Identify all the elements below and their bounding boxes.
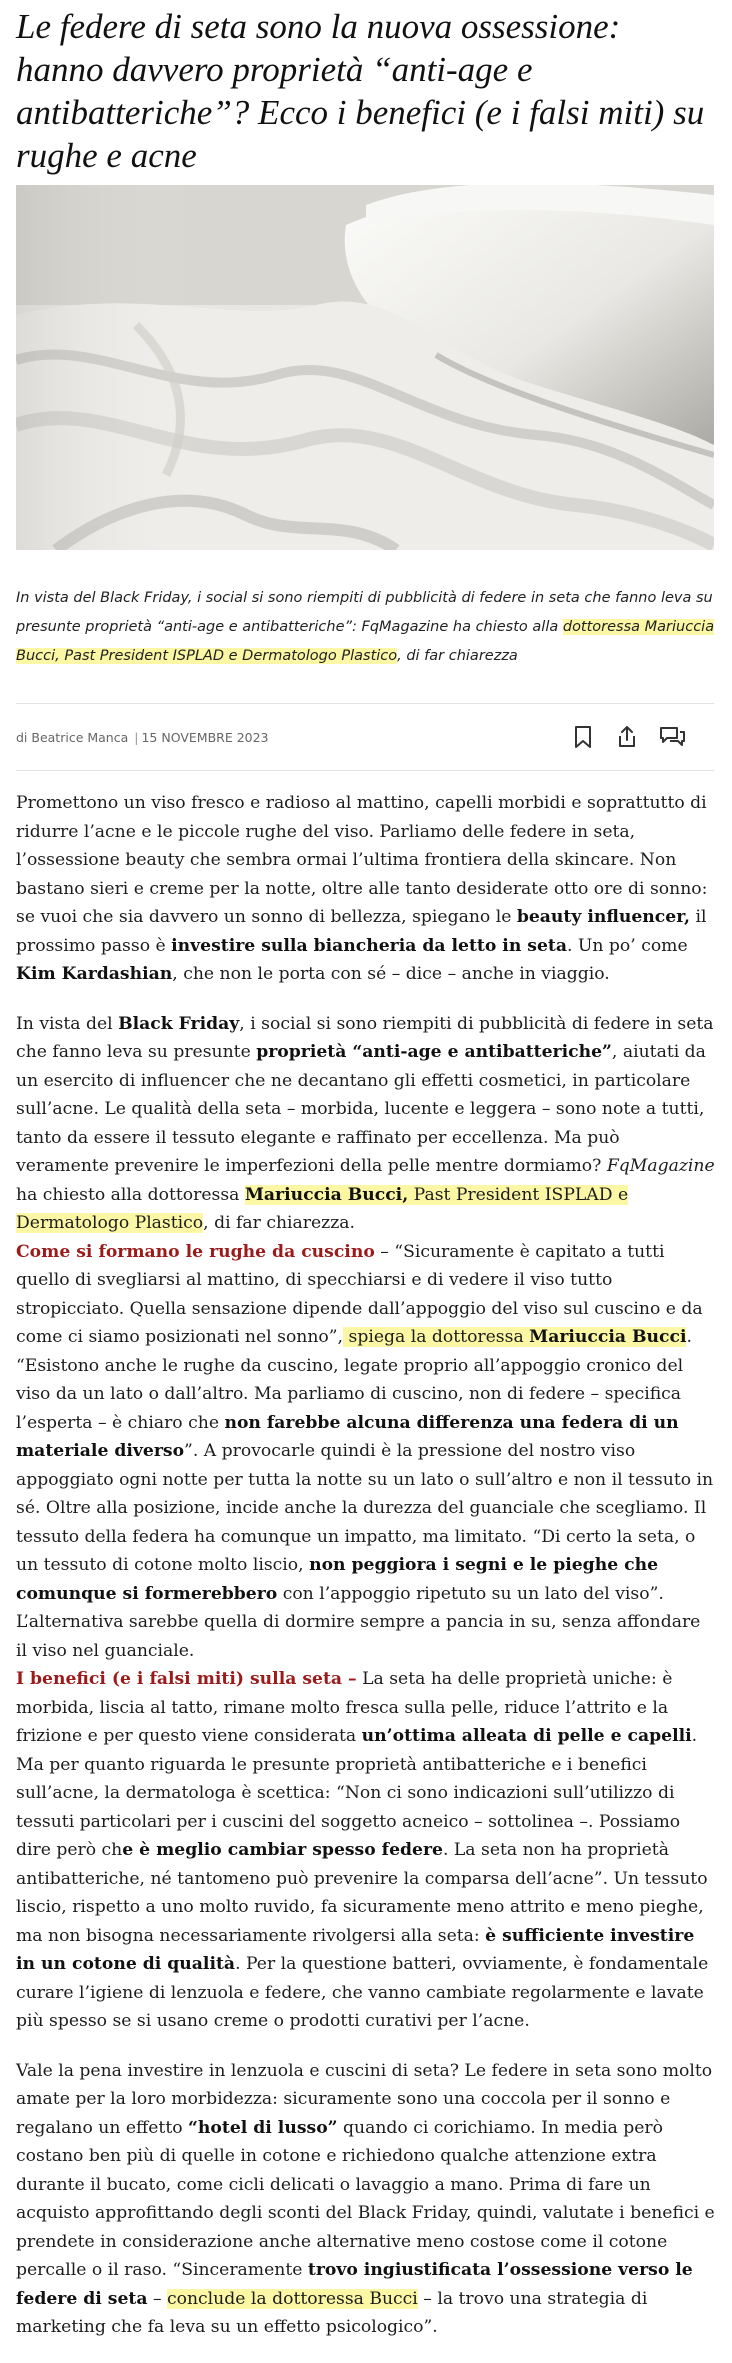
text: Promettono un viso fresco e radioso al mattino, capelli morbidi e soprattutto di ridurre l’acne e le piccole rughe del viso. Parliamo delle federe in seta, l’ossessione beauty che sembra ormai l’ultima frontiera della skincare. Non bastano sieri e creme per la notte, oltre alle tanto desiderate otto ore di sonno: se vuoi che sia davvero un sonno di bellezza, spiegano le: [16, 793, 708, 927]
paragraph-black-friday: [16, 1010, 716, 1238]
text: , di far chiarezza.: [203, 1213, 355, 1233]
text: , che non le porta con sé – dice – anche in viaggio.: [172, 964, 610, 984]
image-caption: [16, 584, 716, 671]
text: con l’appoggio ripetuto su un lato del viso”. L’alternativa sarebbe quella di dormire sempre a pancia in su, senza affondare il viso nel guanciale.: [16, 1583, 701, 1661]
section-heading-benefits: I benefici (e i falsi miti) sulla seta –: [16, 1669, 357, 1689]
text: . Un po’ come: [566, 935, 688, 956]
text: il prossimo passo è: [16, 907, 707, 956]
bold-text: è sufficiente investire in un cotone di qualità: [16, 1925, 695, 1974]
text: . La seta non ha proprietà antibatteriche, né tantomeno può prevenire la comparsa dell’acne”. Un tessuto liscio, rispetto a uno molto ruvido, fa sicuramente meno attrito e meno pieghe, ma non bisogna necessariamente rivolgersi alla seta:: [16, 1840, 708, 1946]
silk-pillow-illustration: [16, 185, 714, 550]
text: In vista del: [16, 1013, 119, 1034]
paragraph-wrinkles: [16, 1238, 716, 1666]
comments-icon[interactable]: [658, 724, 684, 750]
bold-text: beauty influencer,: [516, 907, 690, 927]
paragraph-conclusion: [16, 2057, 716, 2342]
caption-text-end: , di far chiarezza: [397, 648, 518, 664]
paragraph-benefits: [16, 1665, 716, 2036]
text: ha chiesto alla dottoressa: [16, 1184, 245, 1205]
bold-text: un’ottima alleata di pelle e capelli: [361, 1726, 692, 1746]
byline-row: [16, 704, 714, 770]
bold-text: Kim Kardashian: [16, 964, 173, 984]
publish-date: 15 NOVEMBRE 2023: [141, 729, 269, 745]
text: quando ci corichiamo. In media però costano ben più di quelle in cotone e richiedono qualche attenzione extra durante il bucato, come cicli delicati o lavaggio a mano. Prima di fare un acquisto approfittando degli sconti del Black Friday, quindi, valutate i benefici e prendete in considerazione anche alternative meno costose come il cotone percalle o il raso. “Sinceramente: [16, 2117, 715, 2280]
text: ”. A provocarle quindi è la pressione del nostro viso appoggiato ogni notte per tutta la notte su un lato o sull’altro e non il tessuto in sé. Oltre alla posizione, incide anche la durezza del guanciale che scegliamo. Il tessuto della federa ha comunque un impatto, ma limitato. “Di certo la seta, o un tessuto di cotone molto liscio,: [16, 1441, 714, 1575]
byline: di Beatrice Manca | 15 NOVEMBRE 2023: [16, 729, 269, 745]
caption-text: In vista del Black Friday, i social si sono riempiti di pubblicità di federe in seta che fanno leva su presunte proprietà “anti-age e antibatteriche”: FqMagazine ha chiesto alla: [16, 590, 713, 635]
paragraph-intro: [16, 789, 716, 989]
bold-text: Black Friday: [118, 1013, 240, 1034]
text: – la trovo una strategia di marketing che fa leva su un effetto psicologico”.: [16, 2288, 648, 2337]
hero-image: [16, 185, 714, 550]
text: –: [147, 2288, 168, 2309]
article-title: Le federe di seta sono la nuova ossessione: hanno davvero proprietà “anti-age e antibatteriche”? Ecco i benefici (e i falsi miti) su rughe e acne: [16, 7, 705, 175]
bold-text: trovo ingiustificata l’ossessione verso le federe di seta: [16, 2260, 693, 2309]
doctor-conclusion-link[interactable]: conclude la dottoressa Bucci: [167, 2288, 418, 2309]
article-actions: [570, 724, 684, 750]
text: La seta ha delle proprietà uniche: è morbida, liscia al tatto, rimane molto fresca sulla pelle, riduce l’attrito e la frizione e per questo viene considerata: [16, 1669, 673, 1746]
text: , aiutati da un esercito di influencer che ne decantano gli effetti cosmetici, in particolare sull’acne. Le qualità della seta – morbida, lucente e leggera – sono note a tutti, tanto da essere il tessuto elegante e raffinato per eccellenza. Ma può veramente prevenire le imperfezioni della pelle mentre dormiamo?: [16, 1042, 706, 1176]
bold-text: proprietà “anti-age e antibatteriche”: [256, 1042, 612, 1062]
bold-text: Mariuccia Bucci,: [244, 1184, 409, 1205]
bold-text: “hotel di lusso”: [188, 2117, 338, 2138]
text: . Ma per quanto riguarda le presunte proprietà antibatteriche e i benefici sull’acne, la dermatologa è scettica: “Non ci sono indicazioni sull’utilizzo di tessuti particolari per i cuscini del soggetto acneico – sottolinea –. Possiamo dire però ch: [16, 1726, 698, 1860]
author-name[interactable]: di Beatrice Manca: [16, 729, 129, 745]
text: Vale la pena investire in lenzuola e cuscini di seta? Le federe in seta sono molto amate per la loro morbidezza: sicuramente sono una coccola per il sonno e regalano un effetto: [16, 2060, 713, 2138]
divider-bottom: [16, 770, 714, 771]
italic-text: FqMagazine: [606, 1156, 715, 1176]
bold-text: non peggiora i segni e le pieghe che comunque si formerebbero: [16, 1555, 659, 1604]
section-heading-wrinkles: Come si formano le rughe da cuscino: [16, 1241, 375, 1262]
bold-text: e è meglio cambiar spesso federe: [122, 1840, 443, 1860]
text: Past President ISPLAD e Dermatologo Plastico: [16, 1184, 629, 1233]
text: – “Sicuramente è capitato a tutti quello di svegliarsi al mattino, di specchiarsi e di vedere il viso tutto stropicciato. Quella sensazione dipende dall’appoggio del viso sul cuscino e da come ci siamo posizionati nel sonno”,: [16, 1241, 703, 1347]
text: . Per la questione batteri, ovviamente, è fondamentale curare l’igiene di lenzuola e federe, che vanno cambiate regolarmente e lavate più spesso se si usano creme o prodotti curativi per l’acne.: [16, 1954, 709, 2031]
share-icon[interactable]: [614, 724, 640, 750]
article-body: [16, 789, 716, 2342]
text: . “Esistono anche le rughe da cuscino, legate proprio all’appoggio cronico del viso da un lato o dall’altro. Ma parliamo di cuscino, non di federe – specifica l’esperta – è chiaro che: [16, 1327, 692, 1433]
bold-text: non farebbe alcuna differenza una federa di un materiale diverso: [16, 1412, 679, 1461]
caption-doctor-link[interactable]: dottoressa Mariuccia Bucci, Past President ISPLAD e Dermatologo Plastico: [16, 619, 715, 664]
text: , i social si sono riempiti di pubblicità di federe in seta che fanno leva su presunte: [16, 1013, 714, 1062]
bold-text: investire sulla biancheria da letto in seta: [171, 935, 567, 956]
bold-text: Mariuccia Bucci: [529, 1327, 687, 1347]
text: spiega la dottoressa: [343, 1327, 530, 1347]
bookmark-icon[interactable]: [570, 724, 596, 750]
doctor-quote-link[interactable]: [343, 1327, 686, 1347]
